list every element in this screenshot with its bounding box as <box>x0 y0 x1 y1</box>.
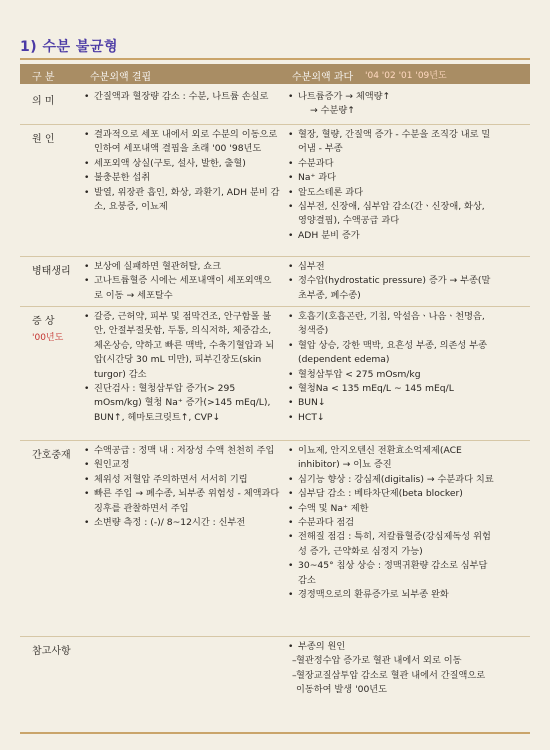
list-item: • 심부담 감소 : 베타차단제(beta blocker) <box>288 487 496 501</box>
list-item: • 원인교정 <box>84 458 280 472</box>
table-header <box>20 64 530 84</box>
excess-cell <box>288 128 496 243</box>
row-divider <box>20 256 530 257</box>
header-category: 구 분 <box>32 72 55 83</box>
table-row <box>20 126 530 254</box>
excess-cell <box>288 310 496 425</box>
list-item: • ADH 분비 증가 <box>288 229 496 243</box>
list-item: • 보상에 실패하면 혈관허탈, 쇼크 <box>84 260 280 274</box>
list-item: • 발열, 위장관 흡인, 화상, 과환기, ADH 분비 감소, 요붕증, 이뇨제 <box>84 186 280 215</box>
list-item: • 30~45° 침상 상승 : 정맥귀환량 감소로 심부담 감소 <box>288 559 496 588</box>
list-item: • 체위성 저혈압 주의하면서 서서히 기립 <box>84 473 280 487</box>
list-item: • 이뇨제, 안지오텐신 전환효소억제제(ACE inhibitor) → 이뇨 증진 <box>288 444 496 473</box>
list-item: • 혈청Na < 135 mEq/L ~ 145 mEq/L <box>288 382 496 396</box>
bottom-rule <box>20 732 530 734</box>
deficit-cell <box>84 128 280 214</box>
list-item: • 불충분한 섭취 <box>84 171 280 185</box>
list-item: • 수분과다 점검 <box>288 516 496 530</box>
deficit-cell <box>84 310 280 425</box>
list-item: • 혈장, 혈량, 간질액 증가 - 수분을 조직강 내로 밀어냄 - 부종 <box>288 128 496 157</box>
list-item: → 수분량↑ <box>310 105 355 117</box>
list-item: • 갈증, 근허약, 피부 및 점막건조, 안구함몰 불안, 안절부절못함, 두통, 의식저하, 체중감소, 체온상승, 약하고 빠른 맥박, 수축기혈압과 뇌압(시간당 30 mL 미만), 피부긴장도(skin turgor) 감소 <box>84 310 280 382</box>
excess-cell <box>288 444 496 602</box>
list-item: • 전해질 점검 : 특히, 저칼륨혈증(강심제독성 위험성 증가, 근약화로 심정지 가능) <box>288 530 496 559</box>
list-item: • 알도스테론 과다 <box>288 186 496 200</box>
section-title: 1) 수분 불균형 <box>20 39 119 55</box>
row-category: 원 인 <box>32 134 55 145</box>
excess-cell <box>288 260 496 303</box>
excess-cell <box>288 90 496 119</box>
row-divider <box>20 440 530 441</box>
list-item: • 정수압(hydrostatic pressure) 증가 → 부종(말초부종, 폐수종) <box>288 274 496 303</box>
list-item: • Na⁺ 과다 <box>288 171 496 185</box>
row-category-years: '00년도 <box>32 333 64 343</box>
row-divider <box>20 306 530 307</box>
list-item: • HCT↓ <box>288 411 496 425</box>
deficit-cell <box>84 260 280 303</box>
list-item: • 호흡기(호흡곤란, 기침, 악설음ㆍ나음ㆍ천명음, 청색증) <box>288 310 496 339</box>
list-item: – 혈장교질삼투압 감소로 혈관 내에서 간질액으로 이동하여 발생 '00년도 <box>288 669 496 698</box>
row-divider <box>20 636 530 637</box>
list-item: • 결과적으로 세포 내에서 외로 수분의 이동으로 인하여 세포내액 결핍을 초래 '00 '98년도 <box>84 128 280 157</box>
excess-cell <box>288 640 496 698</box>
header-deficit: 수분외액 결핍 <box>90 72 152 83</box>
table-row <box>20 88 530 124</box>
deficit-cell <box>84 90 280 104</box>
table-row <box>20 308 530 438</box>
row-category-label: 증 상 <box>32 316 55 327</box>
list-item: • 진단검사 : 혈청삼투압 증가(> 295 mOsm/kg) 혈청 Na⁺ 증가(>145 mEq/L), BUN↑, 헤마토크릿트↑, CVP↓ <box>84 382 280 425</box>
list-item: • 수액 및 Na⁺ 제한 <box>288 502 496 516</box>
list-item: • 혈청삼투압 < 275 mOsm/kg <box>288 368 496 382</box>
list-item: • 심부전 <box>288 260 496 274</box>
row-category <box>32 312 63 343</box>
row-divider <box>20 124 530 125</box>
row-category: 참고사항 <box>32 646 71 657</box>
table-row <box>20 638 530 718</box>
list-item: • 나트륨증가 → 체액량↑ <box>288 90 496 104</box>
list-item: • 경정맥으로의 환류증가로 뇌부종 완화 <box>288 588 496 602</box>
row-category: 의 미 <box>32 96 55 107</box>
list-item: • 간질액과 혈장량 감소 : 수분, 나트륨 손실로 <box>84 90 280 104</box>
header-excess: 수분외액 과다 <box>292 72 354 83</box>
list-item: • 소변량 측정 : (-)/ 8~12시간 : 신부전 <box>84 516 280 530</box>
header-years: '04 '02 '01 '09년도 <box>365 71 447 81</box>
list-item: • 심기능 향상 : 강심제(digitalis) → 수분과다 치료 <box>288 473 496 487</box>
list-item: • 부종의 원인 <box>288 640 496 654</box>
list-item: – 혈관정수압 증가로 혈관 내에서 외로 이동 <box>288 654 496 668</box>
list-item: • 고나트륨혈증 시에는 세포내액이 세포외액으로 이동 → 세포탈수 <box>84 274 280 303</box>
list-item: • BUN↓ <box>288 396 496 410</box>
list-item: • 수액공급 : 정맥 내 : 저장성 수액 천천히 주입 <box>84 444 280 458</box>
list-item: • 빠른 주입 → 폐수종, 뇌부종 위험성 - 체액과다 징후를 관찰하면서 주입 <box>84 487 280 516</box>
list-item: • 심부전, 신장애, 심부압 감소(간ㆍ신장애, 화상, 영양결핍), 수액공급 과다 <box>288 200 496 229</box>
row-category: 간호중재 <box>32 450 71 461</box>
table-row <box>20 258 530 304</box>
top-rule <box>20 58 530 60</box>
deficit-cell <box>84 444 280 530</box>
list-item: • 수분과다 <box>288 157 496 171</box>
list-item: • 세포외액 상실(구토, 설사, 발한, 출혈) <box>84 157 280 171</box>
table-row <box>20 442 530 628</box>
list-item: • 혈압 상승, 강한 맥박, 요흔성 부종, 의존성 부종(dependent edema) <box>288 339 496 368</box>
row-category: 병태생리 <box>32 266 71 277</box>
